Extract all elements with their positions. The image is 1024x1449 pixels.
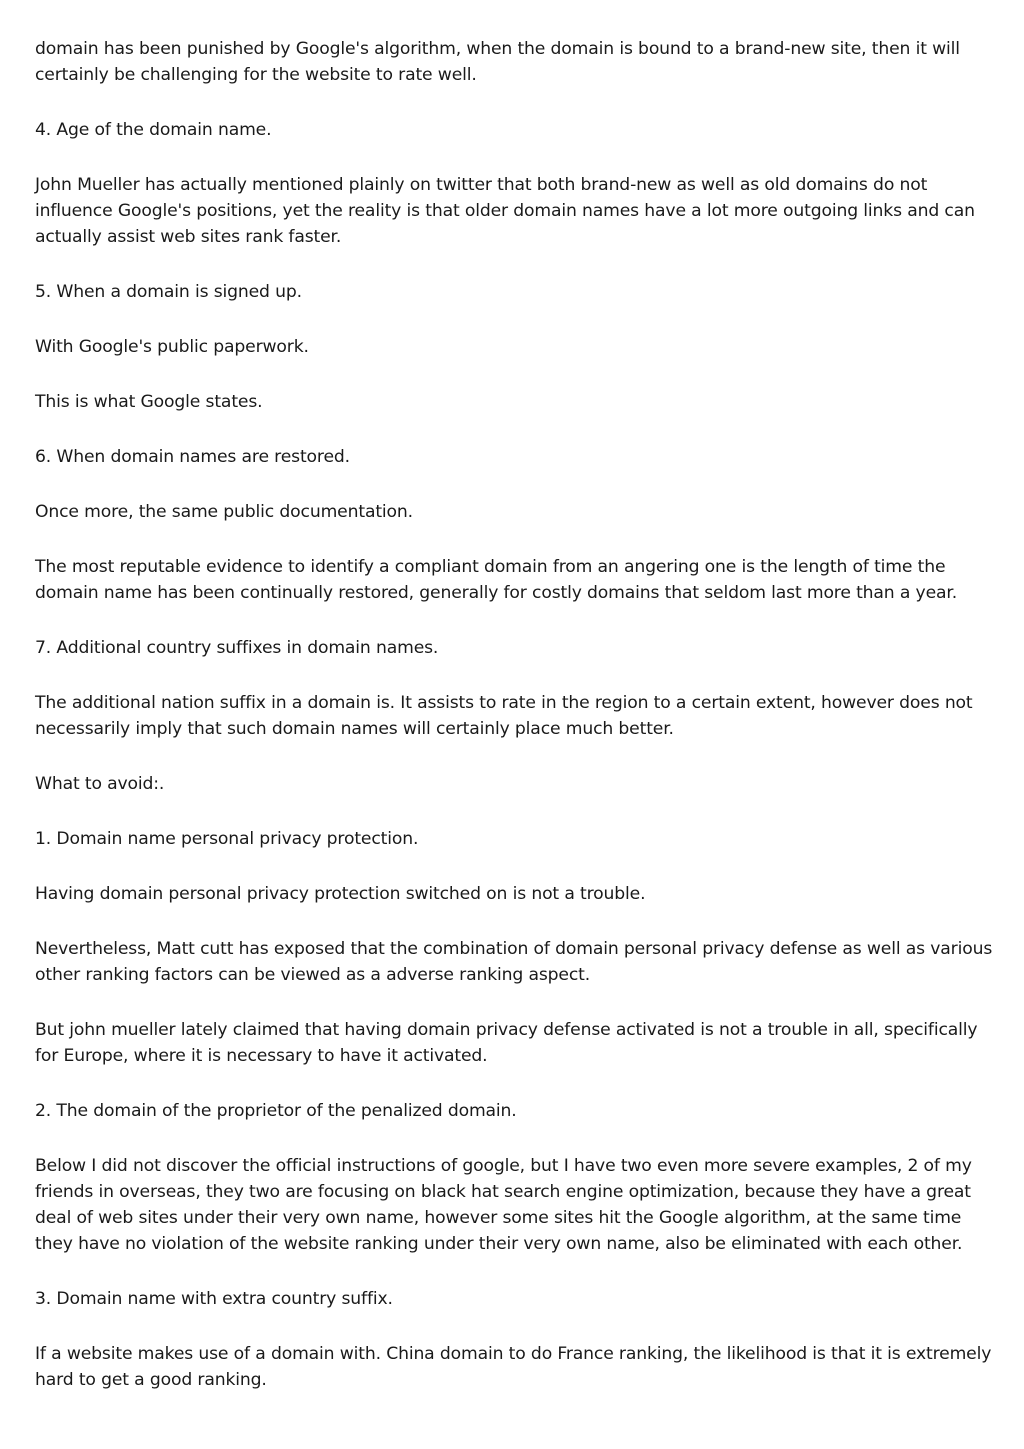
heading-when-signed-up: 5. When a domain is signed up. <box>35 282 302 302</box>
paragraph-black-hat-examples: Below I did not discover the official instructions of google, but I have two even more severe examples, 2 of my friends in overseas, they two are focusing on black hat search engine optimization, because they have a great deal of web sites under their very own name, however some sites hit the Google algorithm, at the same time they have no violation of the website ranking under their very own name, also be eliminated with each other. <box>35 1156 972 1254</box>
heading-when-restored: 6. When domain names are restored. <box>35 447 350 467</box>
heading-privacy-protection: 1. Domain name personal privacy protection. <box>35 829 419 849</box>
paragraph-china-domain: If a website makes use of a domain with. China domain to do France ranking, the likelihood is that it is extremely hard to get a good ranking. <box>35 1344 992 1390</box>
paragraph-privacy-not-trouble: Having domain personal privacy protection switched on is not a trouble. <box>35 884 646 904</box>
heading-age-of-domain: 4. Age of the domain name. <box>35 120 272 140</box>
paragraph-continuation: domain has been punished by Google's algorithm, when the domain is bound to a brand-new site, then it will certainly be challenging for the website to rate well. <box>35 39 960 85</box>
paragraph-public-paperwork: With Google's public paperwork. <box>35 337 309 357</box>
heading-penalized-owner: 2. The domain of the proprietor of the penalized domain. <box>35 1101 517 1121</box>
heading-extra-country-suffix: 3. Domain name with extra country suffix. <box>35 1289 393 1309</box>
paragraph-john-mueller-twitter: John Mueller has actually mentioned plainly on twitter that both brand-new as well as old domains do not influence Google's positions, yet the reality is that older domain names have a lot more outgoing links and can actually assist web sites rank faster. <box>35 175 975 247</box>
paragraph-reputable-evidence: The most reputable evidence to identify a compliant domain from an angering one is the length of time the domain name has been continually restored, generally for costly domains that seldom last more than a year. <box>35 557 958 603</box>
paragraph-google-states: This is what Google states. <box>35 392 263 412</box>
paragraph-nation-suffix: The additional nation suffix in a domain is. It assists to rate in the region to a certain extent, however does not necessarily imply that such domain names will certainly place much better. <box>35 693 973 739</box>
paragraph-john-mueller-privacy: But john mueller lately claimed that having domain privacy defense activated is not a trouble in all, specifically for Europe, where it is necessary to have it activated. <box>35 1020 978 1066</box>
paragraph-matt-cutt: Nevertheless, Matt cutt has exposed that the combination of domain personal privacy defense as well as various other ranking factors can be viewed as a adverse ranking aspect. <box>35 939 993 985</box>
heading-what-to-avoid: What to avoid:. <box>35 774 165 794</box>
heading-country-suffixes: 7. Additional country suffixes in domain names. <box>35 638 439 658</box>
document-body <box>35 36 995 1422</box>
paragraph-public-documentation: Once more, the same public documentation. <box>35 502 413 522</box>
